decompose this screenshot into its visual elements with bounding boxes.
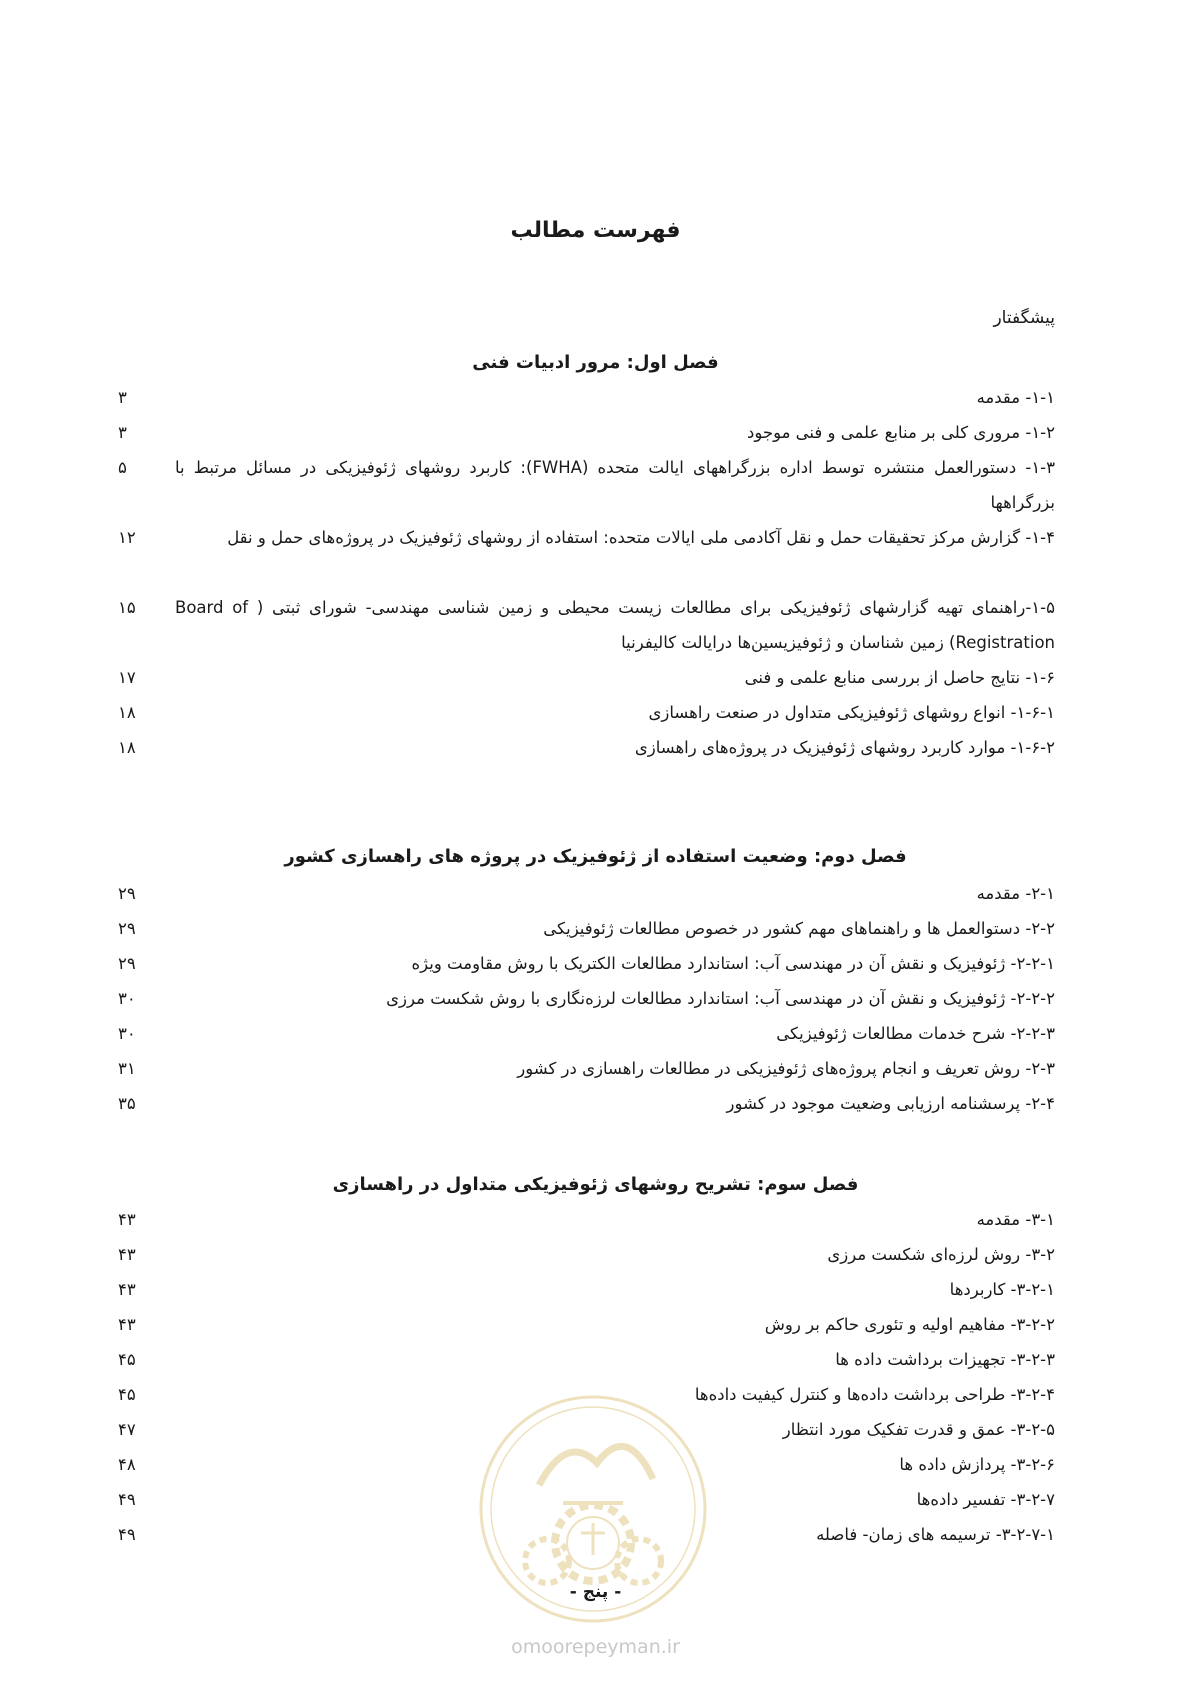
page-number: ۳۵ [118, 1094, 136, 1113]
toc-entry[interactable]: ۳-۱- مقدمه ۴۳ [118, 1202, 1055, 1237]
toc-entry[interactable]: ۲-۲-۳- شرح خدمات مطالعات ژئوفیزیکی ۳۰ [118, 1016, 1055, 1051]
page-number: ۴۳ [118, 1245, 136, 1264]
toc-entry[interactable]: ۳-۲- روش لرزه‌ای شکست مرزی ۴۳ [118, 1237, 1055, 1272]
page-number: ۱۸ [118, 703, 136, 722]
page-number: ۳ [118, 388, 127, 407]
toc-entry[interactable]: ۳-۲-۱- کاربردها ۴۳ [118, 1272, 1055, 1307]
toc-entry[interactable]: ۳-۲-۴- طراحی برداشت داده‌ها و کنترل کیفیت داده‌ها ۴۵ [118, 1377, 1055, 1412]
page-number: ۴۳ [118, 1315, 136, 1334]
page-number: ۵ [118, 458, 127, 477]
toc-entry[interactable]: ۱-۵-راهنمای تهیه گزارشهای ژئوفیزیکی برای مطالعات زیست محیطی و زمین شناسی مهندسی- شورای ثبتی ( Board of Registration) زمین شناسان و ژئوفیزیسین‌ها درایالت کالیفرنیا ۱۵ [118, 590, 1055, 660]
page-title: فهرست مطالب [510, 218, 681, 243]
toc-entry[interactable]: ۱-۲- مروری کلی بر منابع علمی و فنی موجود ۳ [118, 415, 1055, 450]
toc-entry[interactable]: ۲-۲-۱- ژئوفیزیک و نقش آن در مهندسی آب: استاندارد مطالعات الکتریک با روش مقاومت ویژه ۲۹ [118, 946, 1055, 981]
page-number: ۱۸ [118, 738, 136, 757]
toc-entry[interactable]: ۳-۲-۶- پردازش داده ها ۴۸ [118, 1447, 1055, 1482]
chapter-1-entries [118, 380, 1055, 765]
page-number: ۲۹ [118, 884, 136, 903]
toc-entry[interactable]: ۱-۶-۱- انواع روشهای ژئوفیزیکی متداول در صنعت راهسازی ۱۸ [118, 695, 1055, 730]
page-number: ۳۰ [118, 1024, 136, 1043]
page-number: ۲۹ [118, 954, 136, 973]
toc-entry[interactable]: ۲-۲-۲- ژئوفیزیک و نقش آن در مهندسی آب: استاندارد مطالعات لرزه‌نگاری با روش شکست مرزی ۳۰ [118, 981, 1055, 1016]
page-number: ۱۵ [118, 598, 136, 617]
page-number: ۴۸ [118, 1455, 136, 1474]
watermark-url: omoorepeyman.ir [511, 1636, 680, 1658]
toc-entry[interactable]: ۲-۱- مقدمه ۲۹ [118, 876, 1055, 911]
page-number: ۳۰ [118, 989, 136, 1008]
page-number: ۴۳ [118, 1210, 136, 1229]
toc-entry[interactable]: ۲-۳- روش تعریف و انجام پروژه‌های ژئوفیزیکی در مطالعات راهسازی در کشور ۳۱ [118, 1051, 1055, 1086]
page-number: ۴۵ [118, 1385, 136, 1404]
page-number: ۱۲ [118, 528, 136, 547]
chapter-2-heading: فصل دوم: وضعیت استفاده از ژئوفیزیک در پروژه های راهسازی کشور [284, 846, 907, 867]
toc-entry[interactable]: ۱-۶-۲- موارد کاربرد روشهای ژئوفیزیک در پروژه‌های راهسازی ۱۸ [118, 730, 1055, 765]
page-number: ۲۹ [118, 919, 136, 938]
page-number: ۴۹ [118, 1525, 136, 1544]
preface-entry: پیشگفتار [993, 308, 1055, 328]
toc-entry[interactable]: ۳-۲-۵- عمق و قدرت تفکیک مورد انتظار ۴۷ [118, 1412, 1055, 1447]
toc-entry[interactable]: ۳-۲-۷- تفسیر داده‌ها ۴۹ [118, 1482, 1055, 1517]
page-number: ۴۷ [118, 1420, 136, 1439]
toc-entry[interactable]: ۱-۳- دستورالعمل منتشره توسط اداره بزرگراههای ایالت متحده (FWHA): کاربرد روشهای ژئوفیزیکی در مسائل مرتبط با بزرگراهها ۵ [118, 450, 1055, 520]
chapter-3-heading: فصل سوم: تشریح روشهای ژئوفیزیکی متداول در راهسازی [332, 1174, 859, 1195]
toc-entry[interactable]: ۲-۲- دستوالعمل ها و راهنماهای مهم کشور در خصوص مطالعات ژئوفیزیکی ۲۹ [118, 911, 1055, 946]
chapter-3-entries [118, 1202, 1055, 1552]
chapter-1-heading: فصل اول: مرور ادبیات فنی [472, 352, 719, 373]
toc-entry[interactable]: ۱-۶- نتایج حاصل از بررسی منابع علمی و فنی ۱۷ [118, 660, 1055, 695]
toc-entry[interactable]: ۲-۴- پرسشنامه ارزیابی وضعیت موجود در کشور ۳۵ [118, 1086, 1055, 1121]
page-number: ۱۷ [118, 668, 136, 687]
toc-entry[interactable]: ۱-۴- گزارش مرکز تحقیقات حمل و نقل آکادمی ملی ایالات متحده: استفاده از روشهای ژئوفیزیک در پروژه‌های حمل و نقل ۱۲ [118, 520, 1055, 590]
chapter-2-entries [118, 876, 1055, 1121]
toc-entry[interactable]: ۳-۲-۷-۱- ترسیمه های زمان- فاصله ۴۹ [118, 1517, 1055, 1552]
page-number: ۴۳ [118, 1280, 136, 1299]
toc-entry[interactable]: ۱-۱- مقدمه ۳ [118, 380, 1055, 415]
toc-entry[interactable]: ۳-۲-۲- مفاهیم اولیه و تئوری حاکم بر روش ۴۳ [118, 1307, 1055, 1342]
toc-entry[interactable]: ۳-۲-۳- تجهیزات برداشت داده ها ۴۵ [118, 1342, 1055, 1377]
page-number: ۳۱ [118, 1059, 136, 1078]
page-number: ۴۵ [118, 1350, 136, 1369]
page-number: ۳ [118, 423, 127, 442]
page-footer: - پنج - [569, 1582, 622, 1602]
page-number: ۴۹ [118, 1490, 136, 1509]
